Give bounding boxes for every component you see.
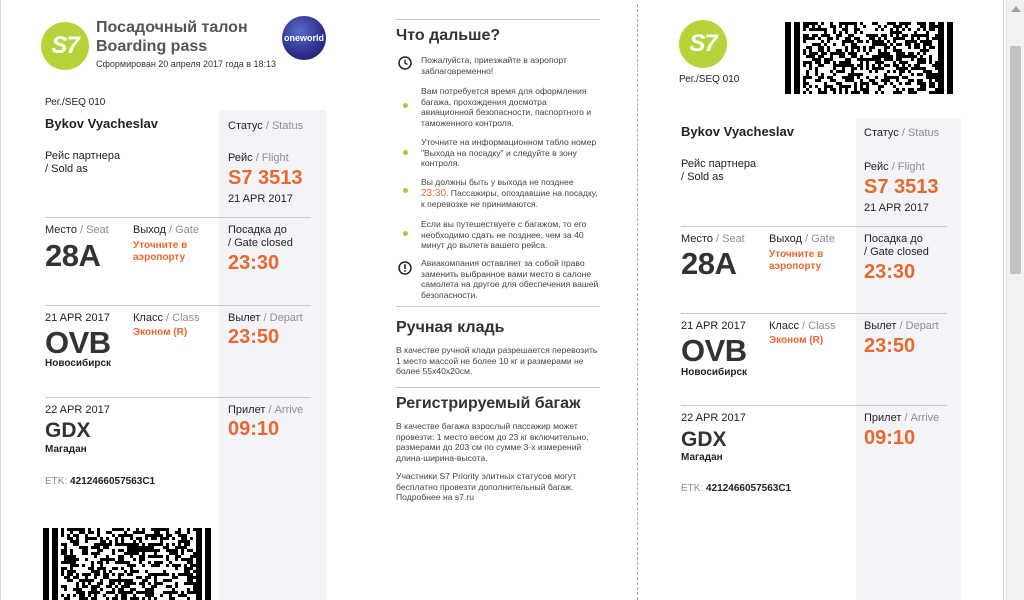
tear-line: [637, 4, 638, 600]
next-steps-title: Что дальше?: [396, 27, 501, 44]
flight-date: 21 APR 2017: [228, 193, 293, 205]
bullet-dot: [403, 231, 408, 236]
boarding-label-en: / Gate closed: [228, 237, 293, 249]
barcode-right: [785, 22, 957, 96]
flight-number-stub: S7 3513: [864, 176, 939, 198]
boarding-time-stub: 23:30: [864, 261, 916, 283]
seat-number: 28A: [45, 238, 101, 273]
divider: [681, 405, 947, 406]
scroll-up-arrow-icon[interactable]: [1011, 6, 1021, 12]
class-label: Класс / Class: [133, 312, 200, 324]
boarding-label-ru-stub: Посадка до: [864, 233, 923, 245]
oneworld-logo: oneworld: [282, 16, 326, 60]
divider: [681, 226, 947, 227]
arrival-city-stub: Магадан: [681, 452, 723, 463]
gate-label-stub: Выход / Gate: [769, 233, 835, 245]
divider: [45, 397, 311, 398]
flight-number: S7 3513: [228, 167, 303, 189]
barcode-left: [43, 528, 215, 600]
passenger-name: Bykov Vyacheslav: [45, 116, 158, 131]
arrival-code: GDX: [45, 419, 91, 442]
arrive-label-stub: Прилет / Arrive: [864, 412, 940, 424]
class-value-stub: Эконом (R): [769, 335, 824, 346]
etk-number-stub: ETK: 4212466057563C1: [681, 483, 792, 494]
flight-date-stub: 21 APR 2017: [864, 202, 929, 214]
bullet-text-4: Если вы путешествуете с багажом, то его необходимо сдать не позднее, чем за 40 минут до вылета вашего рейса.: [421, 219, 587, 251]
priority-baggage-text: Участники S7 Priority элитных статусов могут бесплатно провезти дополнительный багаж. Подробнее на s7.ru: [396, 471, 577, 503]
gate-value: Уточните в аэропорту: [133, 240, 188, 263]
status-label: Статус / Status: [228, 120, 304, 132]
title-ru: Посадочный талон: [96, 19, 248, 36]
departure-date: 21 APR 2017: [45, 312, 110, 324]
bullet-dot: [403, 103, 408, 108]
departure-code-stub: OVB: [681, 333, 747, 368]
seat-label: Место / Seat: [45, 224, 109, 236]
clock-icon: [398, 56, 412, 70]
bullet-text-1: Вам потребуется время для оформления багажа, прохождения досмотра авиационной безопасности, паспортного и таможенного контроля.: [421, 86, 592, 128]
scroll-thumb[interactable]: [1010, 46, 1021, 274]
divider: [45, 305, 311, 306]
divider: [396, 387, 600, 388]
bullet-text-3: Вы должны быть у выхода не позднее 23:30. Пассажиры, опоздавшие на посадку, к перевозке не принимаются.: [421, 177, 598, 210]
divider: [681, 313, 947, 314]
warning-text: Авиакомпания оставляет за собой право заменить выбранное вами место в салоне самолета на другое для обеспечения вашей безопасности.: [421, 258, 599, 300]
gate-value-stub: Уточните в аэропорту: [769, 249, 824, 272]
boarding-time: 23:30: [228, 252, 280, 274]
arrive-time: 09:10: [228, 418, 280, 440]
title-en: Boarding pass: [96, 38, 208, 55]
hand-luggage-title: Ручная кладь: [396, 319, 505, 336]
s7-logo: S7: [41, 22, 89, 70]
departure-city: Новосибирск: [45, 358, 112, 369]
warning-icon: [398, 261, 412, 275]
partner-label-ru: Рейс партнера: [45, 150, 121, 162]
etk-number: ETK: 4212466057563C1: [45, 476, 156, 487]
class-value: Эконом (R): [133, 327, 188, 338]
arrival-code-stub: GDX: [681, 428, 727, 451]
bullet-dot: [403, 188, 408, 193]
partner-label-en: / Sold as: [45, 163, 88, 175]
s7-logo-stub: S7: [679, 20, 727, 68]
arrival-date-stub: 22 APR 2017: [681, 412, 746, 424]
gate-label: Выход / Gate: [133, 224, 199, 236]
boarding-label-en-stub: / Gate closed: [864, 246, 929, 258]
divider: [396, 19, 600, 20]
departure-date-stub: 21 APR 2017: [681, 320, 746, 332]
hand-luggage-text: В качестве ручной клади разрешается перевозить 1 место массой не более 10 кг и размерами не более 55х40х20см.: [396, 345, 598, 377]
divider: [45, 217, 311, 218]
seat-number-stub: 28A: [681, 246, 737, 281]
partner-label-en-stub: / Sold as: [681, 171, 724, 183]
departure-city-stub: Новосибирск: [681, 367, 748, 378]
passenger-name-stub: Bykov Vyacheslav: [681, 124, 794, 139]
bullet-dot: [403, 150, 408, 155]
reg-seq-stub: Рег./SEQ 010: [679, 74, 740, 85]
departure-code: OVB: [45, 325, 111, 360]
depart-time: 23:50: [228, 326, 280, 348]
arrival-city: Магадан: [45, 444, 87, 455]
vertical-scrollbar[interactable]: [1006, 0, 1024, 600]
partner-label-ru-stub: Рейс партнера: [681, 158, 757, 170]
checked-baggage-text: В качестве багажа взрослый пассажир может провезти: 1 место весом до 23 кг включительно, размерами до 203 см по сумме 3-х измерений длина-ширина-высота.: [396, 421, 589, 463]
seat-label-stub: Место / Seat: [681, 233, 745, 245]
generated-date: Сформирован 20 апреля 2017 года в 18:13: [96, 59, 276, 69]
depart-label: Вылет / Depart: [228, 312, 303, 324]
arrival-date: 22 APR 2017: [45, 404, 110, 416]
flight-label-stub: Рейс / Flight: [864, 161, 925, 173]
boarding-label-ru: Посадка до: [228, 224, 287, 236]
arrive-label: Прилет / Arrive: [228, 404, 304, 416]
depart-time-stub: 23:50: [864, 335, 916, 357]
reg-seq: Рег./SEQ 010: [45, 97, 106, 108]
next-intro: Пожалуйста, приезжайте в аэропорт заблаговременно!: [421, 55, 567, 76]
checked-baggage-title: Регистрируемый багаж: [396, 395, 581, 412]
divider: [396, 306, 600, 307]
status-label-stub: Статус / Status: [864, 127, 940, 139]
depart-label-stub: Вылет / Depart: [864, 320, 939, 332]
bullet-text-2: Уточните на информационном табло номер "Выхода на посадку" и следуйте в зону контроля.: [421, 137, 597, 169]
arrive-time-stub: 09:10: [864, 427, 916, 449]
class-label-stub: Класс / Class: [769, 320, 836, 332]
flight-label: Рейс / Flight: [228, 152, 289, 164]
